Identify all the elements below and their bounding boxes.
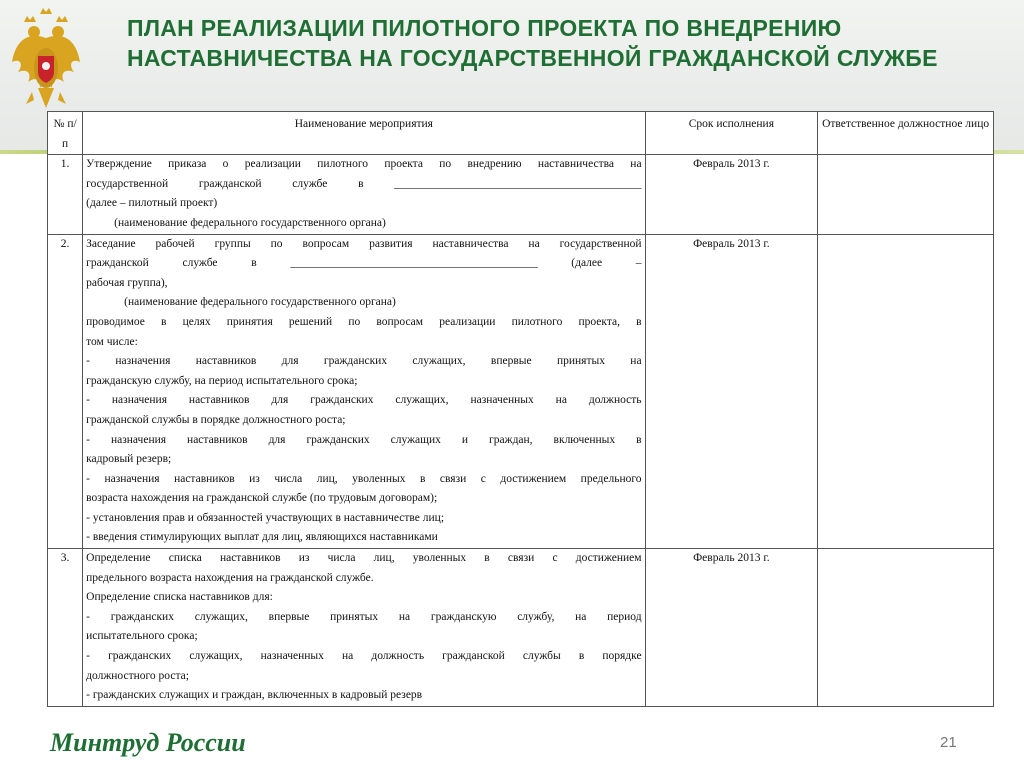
row-date: Февраль 2013 г.: [645, 549, 818, 707]
header-num: № п/п: [48, 112, 83, 155]
header-date: Срок исполнения: [645, 112, 818, 155]
activity-line: том числе:: [86, 335, 138, 348]
activity-line: Определение списка наставников из числа лиц, уволенных в связи с достижением: [86, 552, 642, 565]
activity-line: возраста нахождения на гражданской службе (по трудовым договорам);: [86, 492, 438, 505]
row-num: 1.: [48, 155, 83, 234]
row-num: 3.: [48, 549, 83, 707]
table-header-row: [48, 112, 994, 155]
row-date: Февраль 2013 г.: [645, 234, 818, 549]
page-title: ПЛАН РЕАЛИЗАЦИИ ПИЛОТНОГО ПРОЕКТА ПО ВНЕДРЕНИЮ НАСТАВНИЧЕСТВА НА ГОСУДАРСТВЕННОЙ ГРАЖДАНСКОЙ СЛУЖБЕ: [127, 15, 938, 71]
activity-line: кадровый резерв;: [86, 453, 172, 466]
activity-line: предельного возраста нахождения на гражданской службе.: [86, 571, 374, 584]
activity-line: - гражданских служащих и граждан, включенных в кадровый резерв: [86, 689, 423, 702]
plan-table: [47, 111, 994, 707]
row-activity: [83, 234, 645, 549]
header-name: Наименование мероприятия: [83, 112, 645, 155]
row-num: 2.: [48, 234, 83, 549]
row-date: Февраль 2013 г.: [645, 155, 818, 234]
row-activity: [83, 155, 645, 234]
activity-line: Утверждение приказа о реализации пилотного проекта по внедрению наставничества на: [86, 158, 642, 171]
activity-line: - назначения наставников из числа лиц, уволенных в связи с достижением предельного: [86, 472, 642, 485]
activity-line: - введения стимулирующих выплат для лиц, являющихся наставниками: [86, 531, 438, 544]
row-responsible: [818, 155, 994, 234]
activity-line: - гражданских служащих, назначенных на должность гражданской службы в порядке: [86, 650, 642, 663]
table-row: [48, 549, 994, 707]
activity-line: - назначения наставников для гражданских служащих, назначенных на должность: [86, 394, 642, 407]
activity-line: Определение списка наставников для:: [86, 591, 273, 604]
activity-line: - гражданских служащих, впервые принятых на гражданскую службу, на период: [86, 610, 642, 623]
activity-line: гражданской службе в ___________________________________________ (далее –: [86, 257, 642, 270]
activity-line: - установления прав и обязанностей участвующих в наставничестве лиц;: [86, 511, 445, 524]
activity-line: должностного роста;: [86, 669, 189, 682]
table-row: [48, 234, 994, 549]
row-responsible: [818, 549, 994, 707]
activity-line: испытательного срока;: [86, 630, 198, 643]
russian-coat-of-arms-icon: [10, 8, 82, 116]
activity-line: гражданской службы в порядке должностного роста;: [86, 413, 346, 426]
row-responsible: [818, 234, 994, 549]
footer-organization: Минтруд России: [50, 728, 246, 757]
activity-line: рабочая группа),: [86, 276, 168, 289]
activity-line: проводимое в целях принятия решений по вопросам реализации пилотного проекта, в: [86, 315, 642, 328]
activity-line: государственной гражданской службе в ___________________________________________: [86, 177, 642, 190]
activity-line: (далее – пилотный проект): [86, 197, 218, 210]
row-activity: [83, 549, 645, 707]
activity-line: - назначения наставников для гражданских служащих и граждан, включенных в: [86, 433, 642, 446]
activity-line: (наименование федерального государственного органа): [114, 216, 386, 229]
activity-line: гражданскую службу, на период испытательного срока;: [86, 374, 358, 387]
activity-line: - назначения наставников для гражданских служащих, впервые принятых на: [86, 355, 642, 368]
page-number: 21: [940, 734, 957, 751]
header-responsible: Ответственное должностное лицо: [818, 112, 994, 155]
activity-line: Заседание рабочей группы по вопросам развития наставничества на государственной: [86, 237, 642, 250]
table-row: [48, 155, 994, 234]
activity-line: (наименование федерального государственного органа): [124, 296, 396, 309]
